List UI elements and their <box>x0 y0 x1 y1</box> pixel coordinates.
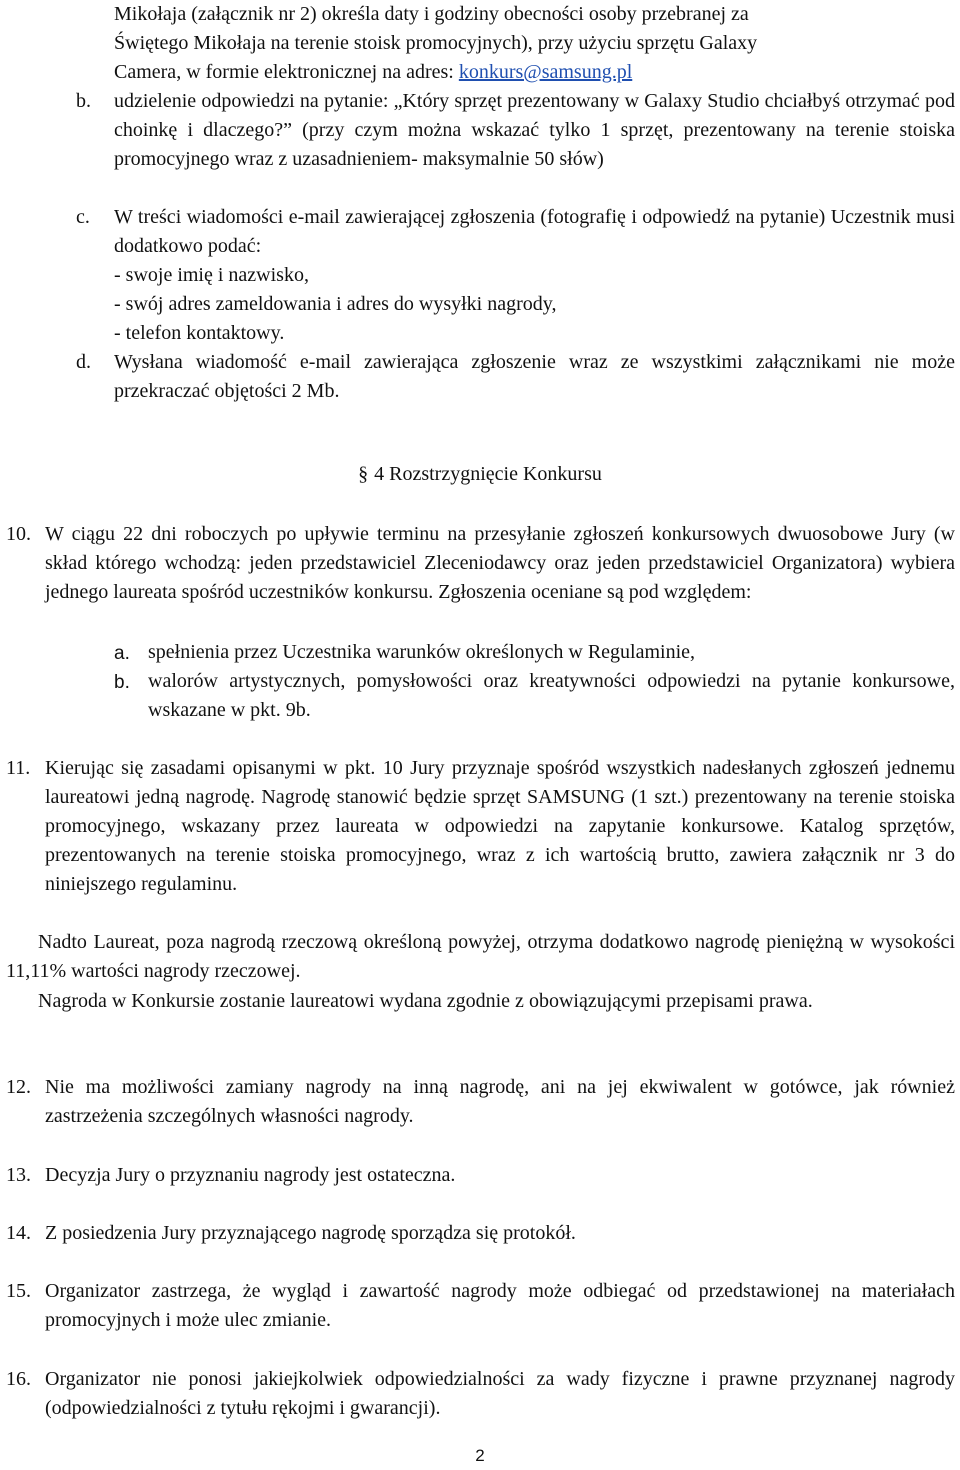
point-11-text: Kierując się zasadami opisanymi w pkt. 10 Jury przyznaje spośród wszystkich nadesłanych zgłoszeń jednemu laureatowi jedną nagrodę. Nagrodę stanowić będzie sprzęt SAMSUNG (1 szt.) prezentowany na terenie stoiska promocyjnego, wskazany przez laureata w odpowiedzi na zapytanie konkursowe. Katalog sprzętów, prezentowanych na terenie stoiska promocyjnego, wraz z ich wartością brutto, zawiera załącznik nr 3 do niniejszego regulaminu. <box>45 757 955 895</box>
point-15-number: 15. <box>6 1280 31 1302</box>
point-13-text: Decyzja Jury o przyznaniu nagrody jest ostateczna. <box>45 1164 456 1186</box>
point-11-para-3: Nagroda w Konkursie zostanie laureatowi wydana zgodnie z obowiązującymi przepisami prawa. <box>38 990 813 1012</box>
point-12-text: Nie ma możliwości zamiany nagrody na inną nagrodę, ani na jej ekwiwalent w gotówce, jak również zastrzeżenia szczególnych własności nagrody. <box>45 1076 955 1127</box>
item-d-text: Wysłana wiadomość e-mail zawierająca zgłoszenie wraz ze wszystkimi załącznikami nie może przekraczać objętości 2 Mb. <box>114 351 955 402</box>
item-c-sublist <box>114 261 955 348</box>
point-10-number: 10. <box>6 523 31 545</box>
sublist-entry: - swoje imię i nazwisko, <box>114 264 309 286</box>
intro-last-prefix: Camera, w formie elektronicznej na adres: <box>114 61 459 83</box>
point-14-number: 14. <box>6 1222 31 1244</box>
section-heading <box>0 460 960 489</box>
intro-line-last <box>114 58 955 87</box>
point-11-number: 11. <box>6 757 31 779</box>
email-link[interactable]: konkurs@samsung.pl <box>458 61 633 83</box>
point-16-number: 16. <box>6 1368 31 1390</box>
item-c-marker: c. <box>76 206 90 228</box>
point-11-para-2: Nadto Laureat, poza nagrodą rzeczową określoną powyżej, otrzyma dodatkowo nagrodę pieniężną w wysokości 11,11% wartości nagrody rzeczowej. <box>6 931 955 982</box>
point-10-sub-b-text: walorów artystycznych, pomysłowości oraz kreatywności odpowiedzi na pytanie konkursowe, wskazane w pkt. 9b. <box>148 670 955 721</box>
sublist-entry: - telefon kontaktowy. <box>114 322 285 344</box>
section-glyph: § <box>358 463 369 485</box>
point-10-sub-b-marker: b. <box>114 672 130 693</box>
intro-paragraph <box>114 0 955 87</box>
item-b-marker: b. <box>76 90 91 112</box>
point-12-number: 12. <box>6 1076 31 1098</box>
point-15-text: Organizator zastrzega, że wygląd i zawartość nagrody może odbiegać od przedstawionej na materiałach promocyjnych i może ulec zmianie. <box>45 1280 955 1331</box>
point-14-text: Z posiedzenia Jury przyznającego nagrodę sporządza się protokół. <box>45 1222 576 1244</box>
point-10-text: W ciągu 22 dni roboczych po upływie terminu na przesyłanie zgłoszeń konkursowych dwuosobowe Jury (w skład którego wchodzą: jeden przedstawiciel Zleceniodawcy oraz jeden przedstawiciel Organizatora) wybiera jednego laureata spośród uczestników konkursu. Zgłoszenia oceniane są pod względem: <box>45 523 955 603</box>
point-10-sub-a-text: spełnienia przez Uczestnika warunków określonych w Regulaminie, <box>148 641 696 663</box>
point-10-sub-a-marker: a. <box>114 643 130 664</box>
item-b-text: udzielenie odpowiedzi na pytanie: „Który sprzęt prezentowany w Galaxy Studio chciałbyś otrzymać pod choinkę i dlaczego?” (przy czym można wskazać tylko 1 sprzęt, prezentowany na terenie stoiska promocyjnego wraz z uzasadnieniem- maksymalnie 50 słów) <box>114 90 955 170</box>
intro-line: Mikołaja (załącznik nr 2) określa daty i godziny obecności osoby przebranej za <box>114 3 749 25</box>
item-d-marker: d. <box>76 351 91 373</box>
point-13-number: 13. <box>6 1164 31 1186</box>
sublist-entry: - swój adres zameldowania i adres do wysyłki nagrody, <box>114 293 557 315</box>
section-heading-text: 4 Rozstrzygnięcie Konkursu <box>374 463 602 485</box>
item-c-text: W treści wiadomości e-mail zawierającej zgłoszenia (fotografię i odpowiedź na pytanie) Uczestnik musi dodatkowo podać: <box>114 206 955 257</box>
intro-line: Świętego Mikołaja na terenie stoisk promocyjnych), przy użyciu sprzętu Galaxy <box>114 32 758 54</box>
page-number: 2 <box>475 1446 485 1465</box>
point-16-text: Organizator nie ponosi jakiejkolwiek odpowiedzialności za wady fizyczne i prawne przyznanej nagrody (odpowiedzialności z tytułu rękojmi i gwarancji). <box>45 1368 955 1419</box>
